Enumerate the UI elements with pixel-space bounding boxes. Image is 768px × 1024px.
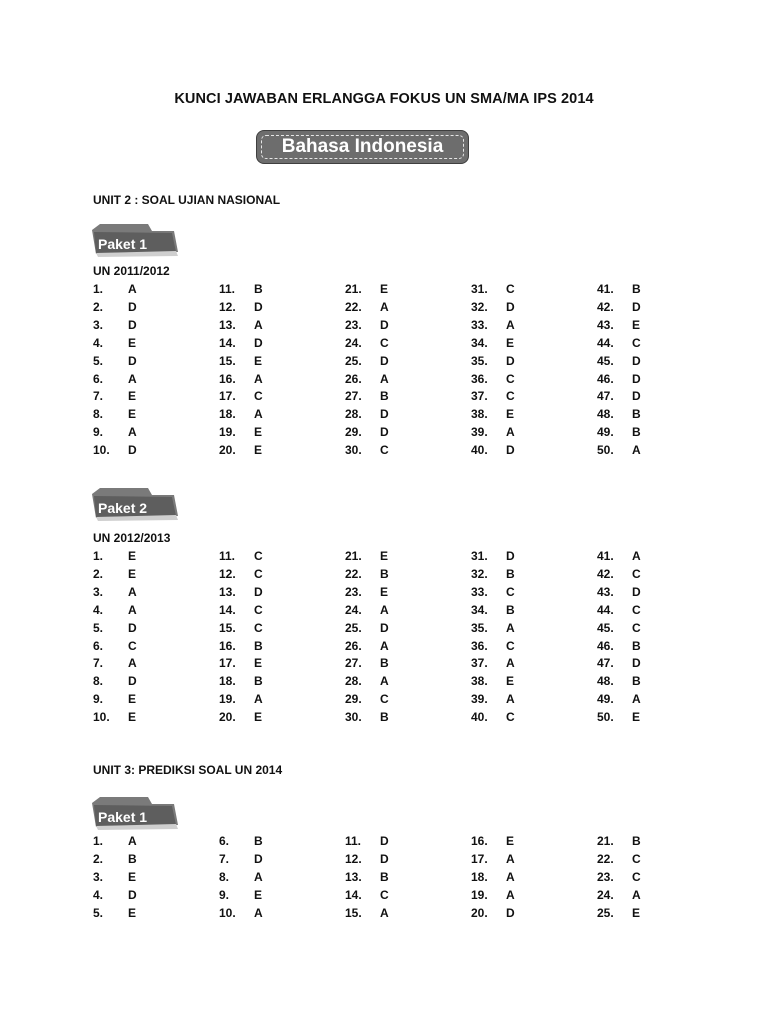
answer-letter: E — [128, 335, 137, 350]
answer-letter: D — [632, 353, 641, 368]
question-number: 19. — [471, 887, 488, 902]
question-number: 25. — [597, 905, 614, 920]
answer-letter: D — [506, 905, 515, 920]
answer-letter: D — [254, 335, 263, 350]
question-number: 28. — [345, 674, 362, 689]
answer-letter: B — [632, 834, 641, 848]
question-number: 45. — [597, 353, 614, 368]
answer-row — [0, 710, 768, 728]
answer-letter: A — [380, 299, 389, 314]
answer-letter: E — [128, 710, 137, 725]
answer-letter: D — [380, 353, 389, 368]
question-number: 16. — [219, 638, 236, 653]
answer-letter: D — [128, 887, 137, 902]
answer-letter: D — [128, 443, 137, 458]
question-number: 31. — [471, 549, 488, 563]
answer-letter: D — [506, 443, 515, 458]
answer-letter: A — [380, 602, 389, 617]
answer-letter: D — [128, 353, 137, 368]
answer-letter: A — [506, 692, 515, 707]
question-number: 29. — [345, 692, 362, 707]
answer-letter: E — [254, 443, 263, 458]
answer-letter: A — [506, 851, 515, 866]
answer-letter: C — [632, 620, 641, 635]
question-number: 21. — [345, 282, 362, 296]
question-number: 35. — [471, 353, 488, 368]
question-number: 21. — [345, 549, 362, 563]
question-number: 21. — [597, 834, 614, 848]
answer-row — [0, 639, 768, 657]
question-number: 3. — [93, 584, 104, 599]
question-number: 44. — [597, 602, 614, 617]
question-number: 4. — [93, 887, 104, 902]
question-number: 17. — [219, 656, 236, 671]
question-number: 5. — [93, 353, 104, 368]
question-number: 11. — [345, 834, 362, 848]
question-number: 12. — [345, 851, 362, 866]
question-number: 11. — [219, 549, 236, 563]
question-number: 6. — [93, 638, 104, 653]
question-number: 16. — [471, 834, 488, 848]
question-number: 11. — [219, 282, 236, 296]
answer-letter: A — [632, 549, 641, 563]
answer-letter: E — [254, 656, 263, 671]
answer-row — [0, 656, 768, 674]
answer-letter: B — [380, 389, 389, 404]
question-number: 18. — [219, 407, 236, 422]
answer-letter: A — [128, 602, 137, 617]
question-number: 24. — [345, 335, 362, 350]
answer-row — [0, 282, 768, 300]
question-number: 9. — [93, 425, 104, 440]
question-number: 37. — [471, 656, 488, 671]
answer-letter: C — [506, 710, 515, 725]
question-number: 41. — [597, 282, 614, 296]
answer-letter: A — [506, 887, 515, 902]
question-number: 38. — [471, 674, 488, 689]
answer-letter: A — [254, 692, 263, 707]
question-number: 15. — [219, 620, 236, 635]
answer-letter: A — [380, 674, 389, 689]
answer-letter: A — [380, 638, 389, 653]
answer-letter: A — [632, 692, 641, 707]
answer-letter: A — [254, 407, 263, 422]
answer-letter: A — [506, 869, 515, 884]
answer-letter: D — [128, 674, 137, 689]
answer-letter: A — [254, 371, 263, 386]
question-number: 34. — [471, 335, 488, 350]
answer-letter: D — [380, 851, 389, 866]
answer-letter: C — [380, 335, 389, 350]
answer-letter: E — [254, 425, 263, 440]
answer-letter: D — [380, 620, 389, 635]
question-number: 10. — [219, 905, 236, 920]
question-number: 41. — [597, 549, 614, 563]
question-number: 23. — [345, 584, 362, 599]
question-number: 7. — [93, 656, 104, 671]
answer-letter: A — [632, 887, 641, 902]
question-number: 8. — [93, 674, 104, 689]
question-number: 9. — [219, 887, 230, 902]
answer-letter: E — [128, 549, 137, 563]
answer-row — [0, 603, 768, 621]
answer-letter: D — [506, 353, 515, 368]
answer-letter: D — [380, 425, 389, 440]
question-number: 30. — [345, 710, 362, 725]
answer-letter: E — [632, 905, 641, 920]
answer-letter: A — [254, 905, 263, 920]
question-number: 44. — [597, 335, 614, 350]
question-number: 26. — [345, 638, 362, 653]
question-number: 36. — [471, 638, 488, 653]
question-number: 27. — [345, 389, 362, 404]
answer-row — [0, 354, 768, 372]
question-number: 1. — [93, 549, 104, 563]
answer-letter: C — [380, 443, 389, 458]
answer-letter: E — [254, 353, 263, 368]
answer-letter: C — [506, 638, 515, 653]
answer-letter: A — [128, 371, 137, 386]
answer-letter: C — [632, 869, 641, 884]
question-number: 10. — [93, 443, 110, 458]
question-number: 13. — [219, 317, 236, 332]
question-number: 39. — [471, 425, 488, 440]
question-number: 6. — [219, 834, 230, 848]
answer-letter: A — [254, 317, 263, 332]
answer-letter: C — [506, 282, 515, 296]
question-number: 19. — [219, 692, 236, 707]
question-number: 18. — [219, 674, 236, 689]
question-number: 10. — [93, 710, 110, 725]
question-number: 14. — [345, 887, 362, 902]
question-number: 12. — [219, 566, 236, 581]
question-number: 48. — [597, 674, 614, 689]
answer-letter: A — [128, 656, 137, 671]
answer-letter: D — [632, 584, 641, 599]
question-number: 2. — [93, 851, 104, 866]
answer-letter: E — [506, 834, 515, 848]
question-number: 18. — [471, 869, 488, 884]
answer-letter: B — [254, 282, 263, 296]
question-number: 15. — [219, 353, 236, 368]
question-number: 20. — [471, 905, 488, 920]
answer-letter: C — [506, 371, 515, 386]
answer-letter: E — [506, 335, 515, 350]
answer-row — [0, 407, 768, 425]
question-number: 43. — [597, 317, 614, 332]
answer-letter: B — [380, 710, 389, 725]
answer-letter: C — [254, 602, 263, 617]
question-number: 37. — [471, 389, 488, 404]
question-number: 27. — [345, 656, 362, 671]
question-number: 49. — [597, 425, 614, 440]
question-number: 22. — [345, 299, 362, 314]
question-number: 33. — [471, 317, 488, 332]
question-number: 28. — [345, 407, 362, 422]
question-number: 2. — [93, 566, 104, 581]
question-number: 40. — [471, 710, 488, 725]
question-number: 9. — [93, 692, 104, 707]
answer-letter: C — [380, 887, 389, 902]
answer-letter: D — [128, 299, 137, 314]
question-number: 49. — [597, 692, 614, 707]
question-number: 20. — [219, 710, 236, 725]
answer-letter: D — [254, 299, 263, 314]
answer-letter: C — [254, 620, 263, 635]
subject-banner — [257, 131, 468, 163]
answer-letter: A — [506, 620, 515, 635]
question-number: 38. — [471, 407, 488, 422]
paket-tab — [90, 486, 180, 522]
question-number: 29. — [345, 425, 362, 440]
answer-letter: C — [254, 566, 263, 581]
question-number: 3. — [93, 869, 104, 884]
answer-letter: B — [380, 656, 389, 671]
answer-letter: D — [380, 834, 389, 848]
question-number: 5. — [93, 905, 104, 920]
question-number: 47. — [597, 656, 614, 671]
question-number: 7. — [219, 851, 230, 866]
answer-letter: A — [632, 443, 641, 458]
question-number: 8. — [219, 869, 230, 884]
answer-letter: E — [380, 282, 389, 296]
answer-letter: E — [128, 905, 137, 920]
question-number: 17. — [471, 851, 488, 866]
question-number: 20. — [219, 443, 236, 458]
answer-letter: A — [128, 282, 137, 296]
question-number: 16. — [219, 371, 236, 386]
answer-letter: B — [380, 566, 389, 581]
answer-row — [0, 372, 768, 390]
question-number: 24. — [345, 602, 362, 617]
question-number: 47. — [597, 389, 614, 404]
answer-letter: D — [632, 371, 641, 386]
answer-row — [0, 585, 768, 603]
answer-letter: B — [254, 674, 263, 689]
answer-letter: E — [380, 549, 389, 563]
answer-letter: B — [254, 834, 263, 848]
question-number: 3. — [93, 317, 104, 332]
answer-letter: C — [380, 692, 389, 707]
question-number: 2. — [93, 299, 104, 314]
question-number: 31. — [471, 282, 488, 296]
answer-letter: C — [254, 549, 263, 563]
answer-letter: D — [128, 620, 137, 635]
paket-tab — [90, 795, 180, 831]
answer-letter: B — [128, 851, 137, 866]
answer-row — [0, 621, 768, 639]
paket-tab — [90, 222, 180, 258]
answer-letter: C — [632, 851, 641, 866]
answer-letter: B — [254, 638, 263, 653]
answer-letter: A — [128, 584, 137, 599]
question-number: 33. — [471, 584, 488, 599]
answer-letter: E — [380, 584, 389, 599]
exam-year: UN 2011/2012 — [93, 264, 170, 278]
answer-letter: E — [254, 887, 263, 902]
answer-letter: D — [632, 389, 641, 404]
question-number: 15. — [345, 905, 362, 920]
question-number: 1. — [93, 834, 104, 848]
question-number: 48. — [597, 407, 614, 422]
answer-row — [0, 870, 768, 888]
answer-row — [0, 549, 768, 567]
question-number: 8. — [93, 407, 104, 422]
question-number: 45. — [597, 620, 614, 635]
answer-letter: C — [632, 602, 641, 617]
question-number: 42. — [597, 299, 614, 314]
answer-letter: A — [254, 869, 263, 884]
question-number: 50. — [597, 710, 614, 725]
question-number: 19. — [219, 425, 236, 440]
question-number: 46. — [597, 371, 614, 386]
page-title: KUNCI JAWABAN ERLANGGA FOKUS UN SMA/MA IPS 2014 — [174, 91, 594, 107]
question-number: 30. — [345, 443, 362, 458]
answer-letter: E — [506, 674, 515, 689]
question-number: 43. — [597, 584, 614, 599]
question-number: 12. — [219, 299, 236, 314]
question-number: 34. — [471, 602, 488, 617]
question-number: 22. — [597, 851, 614, 866]
answer-letter: C — [506, 584, 515, 599]
question-number: 4. — [93, 335, 104, 350]
answer-row — [0, 318, 768, 336]
answer-row — [0, 567, 768, 585]
question-number: 26. — [345, 371, 362, 386]
answer-letter: A — [506, 317, 515, 332]
answer-letter: C — [254, 389, 263, 404]
answer-letter: E — [128, 692, 137, 707]
answer-letter: D — [506, 549, 515, 563]
question-number: 25. — [345, 620, 362, 635]
answer-letter: B — [380, 869, 389, 884]
answer-letter: E — [128, 407, 137, 422]
question-number: 7. — [93, 389, 104, 404]
answer-letter: B — [632, 638, 641, 653]
paket-label: Paket 1 — [98, 236, 148, 252]
answer-row — [0, 692, 768, 710]
answer-row — [0, 389, 768, 407]
question-number: 40. — [471, 443, 488, 458]
question-number: 5. — [93, 620, 104, 635]
question-number: 22. — [345, 566, 362, 581]
question-number: 23. — [345, 317, 362, 332]
answer-letter: D — [632, 656, 641, 671]
answer-letter: C — [506, 389, 515, 404]
answer-letter: C — [632, 335, 641, 350]
answer-letter: E — [632, 317, 641, 332]
answer-row — [0, 443, 768, 461]
answer-row — [0, 834, 768, 852]
answer-letter: A — [380, 905, 389, 920]
question-number: 17. — [219, 389, 236, 404]
subject-title: Bahasa Indonesia — [281, 136, 444, 157]
answer-letter: D — [380, 317, 389, 332]
unit-heading: UNIT 2 : SOAL UJIAN NASIONAL — [93, 193, 281, 207]
answer-letter: E — [632, 710, 641, 725]
answer-letter: B — [506, 602, 515, 617]
answer-letter: C — [128, 638, 137, 653]
answer-letter: E — [128, 566, 137, 581]
answer-letter: D — [128, 317, 137, 332]
answer-letter: A — [380, 371, 389, 386]
paket-label: Paket 1 — [98, 809, 148, 825]
answer-letter: B — [632, 407, 641, 422]
question-number: 23. — [597, 869, 614, 884]
answer-letter: B — [632, 425, 641, 440]
answer-row — [0, 425, 768, 443]
answer-row — [0, 852, 768, 870]
exam-year: UN 2012/2013 — [93, 531, 171, 545]
question-number: 14. — [219, 602, 236, 617]
question-number: 25. — [345, 353, 362, 368]
question-number: 14. — [219, 335, 236, 350]
question-number: 24. — [597, 887, 614, 902]
paket-label: Paket 2 — [98, 500, 148, 516]
question-number: 50. — [597, 443, 614, 458]
question-number: 42. — [597, 566, 614, 581]
answer-letter: B — [632, 674, 641, 689]
answer-row — [0, 300, 768, 318]
question-number: 6. — [93, 371, 104, 386]
answer-letter: A — [506, 425, 515, 440]
question-number: 13. — [345, 869, 362, 884]
answer-letter: D — [632, 299, 641, 314]
answer-letter: E — [128, 389, 137, 404]
answer-letter: D — [380, 407, 389, 422]
question-number: 32. — [471, 299, 488, 314]
question-number: 35. — [471, 620, 488, 635]
question-number: 32. — [471, 566, 488, 581]
answer-letter: E — [506, 407, 515, 422]
answer-row — [0, 336, 768, 354]
answer-letter: C — [632, 566, 641, 581]
question-number: 46. — [597, 638, 614, 653]
answer-letter: E — [254, 710, 263, 725]
answer-letter: B — [632, 282, 641, 296]
answer-letter: D — [254, 584, 263, 599]
answer-row — [0, 888, 768, 906]
question-number: 1. — [93, 282, 104, 296]
unit-heading: UNIT 3: PREDIKSI SOAL UN 2014 — [93, 763, 283, 777]
question-number: 4. — [93, 602, 104, 617]
answer-letter: A — [128, 425, 137, 440]
answer-letter: D — [506, 299, 515, 314]
question-number: 13. — [219, 584, 236, 599]
answer-row — [0, 674, 768, 692]
answer-letter: A — [506, 656, 515, 671]
question-number: 39. — [471, 692, 488, 707]
answer-row — [0, 906, 768, 924]
question-number: 36. — [471, 371, 488, 386]
answer-letter: B — [506, 566, 515, 581]
answer-letter: E — [128, 869, 137, 884]
answer-letter: D — [254, 851, 263, 866]
answer-letter: A — [128, 834, 137, 848]
